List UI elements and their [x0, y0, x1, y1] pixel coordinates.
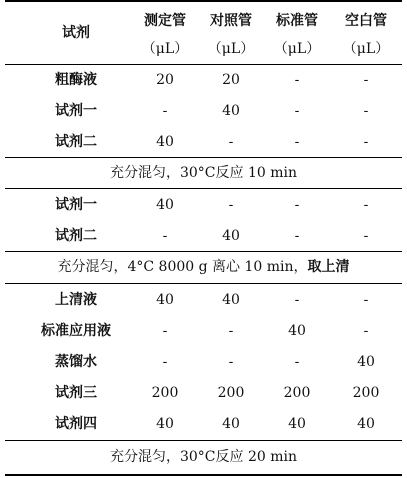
header-col-control	[198, 2, 264, 64]
row-value: 40	[357, 354, 375, 370]
row-value: -	[162, 103, 168, 119]
row-value: -	[228, 323, 234, 339]
row-value: -	[363, 197, 369, 213]
table-header	[5, 2, 402, 64]
row-value: 40	[222, 416, 240, 432]
header-col-unit: （μL）	[342, 41, 390, 57]
header-col-name: 标准管	[276, 13, 318, 29]
row-value: 40	[156, 292, 174, 308]
row-value: 20	[156, 72, 174, 88]
row-reagent: 试剂四	[55, 416, 97, 432]
row-value: 40	[288, 323, 306, 339]
table-row	[5, 409, 402, 440]
row-rule	[5, 188, 402, 189]
row-value: 40	[357, 416, 375, 432]
table-row	[5, 378, 402, 409]
row-value: -	[363, 228, 369, 244]
row-rule	[5, 440, 402, 441]
row-value: -	[162, 323, 168, 339]
table-row	[5, 96, 402, 127]
header-col-name: 测定管	[144, 13, 186, 29]
table-row	[5, 221, 402, 252]
step-note: 充分混匀，30°C反应 10 min	[109, 165, 297, 181]
table-bottom-rule	[5, 474, 402, 476]
header-col-unit: （μL）	[141, 41, 189, 57]
header-col-unit: （μL）	[207, 41, 255, 57]
row-value: 200	[151, 385, 179, 401]
row-value: -	[162, 228, 168, 244]
table-row	[5, 285, 402, 316]
row-value: 40	[288, 416, 306, 432]
row-value: -	[363, 72, 369, 88]
table-row	[5, 127, 402, 158]
header-reagent: 试剂	[62, 25, 90, 41]
row-value: -	[294, 354, 300, 370]
table-row	[5, 347, 402, 378]
header-col-name: 对照管	[210, 13, 252, 29]
header-col-blank	[330, 2, 402, 64]
row-value: 200	[352, 385, 380, 401]
row-value: -	[228, 134, 234, 150]
header-col-measure	[132, 2, 198, 64]
row-value: -	[363, 103, 369, 119]
row-value: 40	[222, 292, 240, 308]
row-reagent: 试剂三	[55, 385, 97, 401]
row-reagent: 试剂一	[55, 197, 97, 213]
row-value: -	[228, 197, 234, 213]
header-col-standard	[264, 2, 330, 64]
row-reagent: 标准应用液	[41, 323, 111, 339]
row-value: -	[228, 354, 234, 370]
table-row	[5, 65, 402, 96]
table-row	[5, 316, 402, 347]
row-reagent: 试剂二	[55, 134, 97, 150]
row-value: -	[363, 292, 369, 308]
row-value: -	[294, 228, 300, 244]
row-value: -	[294, 103, 300, 119]
step-note-text: 充分混匀，4°C 8000 g 离心 10 min，	[57, 259, 308, 275]
header-col-unit: （μL）	[273, 41, 321, 57]
row-value: -	[294, 292, 300, 308]
row-value: 200	[283, 385, 311, 401]
row-reagent: 蒸馏水	[55, 354, 97, 370]
step-note-emphasis: 取上清	[307, 259, 350, 275]
row-value: 200	[217, 385, 245, 401]
row-value: 40	[156, 197, 174, 213]
row-reagent: 上清液	[55, 292, 97, 308]
header-col-name: 空白管	[345, 13, 387, 29]
table-row	[5, 190, 402, 221]
step-note: 充分混匀，30°C反应 20 min	[109, 449, 297, 465]
row-value: 40	[222, 228, 240, 244]
row-rule	[5, 283, 402, 284]
row-value: -	[363, 323, 369, 339]
row-value: -	[294, 72, 300, 88]
row-value: 20	[222, 72, 240, 88]
step-note	[5, 252, 402, 283]
row-reagent: 试剂二	[55, 228, 97, 244]
row-value: 40	[156, 416, 174, 432]
row-value: -	[294, 134, 300, 150]
row-value: 40	[222, 103, 240, 119]
row-reagent: 试剂一	[55, 103, 97, 119]
row-value: -	[294, 197, 300, 213]
row-value: -	[162, 354, 168, 370]
row-value: 40	[156, 134, 174, 150]
row-reagent: 粗酶液	[55, 72, 97, 88]
row-value: -	[363, 134, 369, 150]
